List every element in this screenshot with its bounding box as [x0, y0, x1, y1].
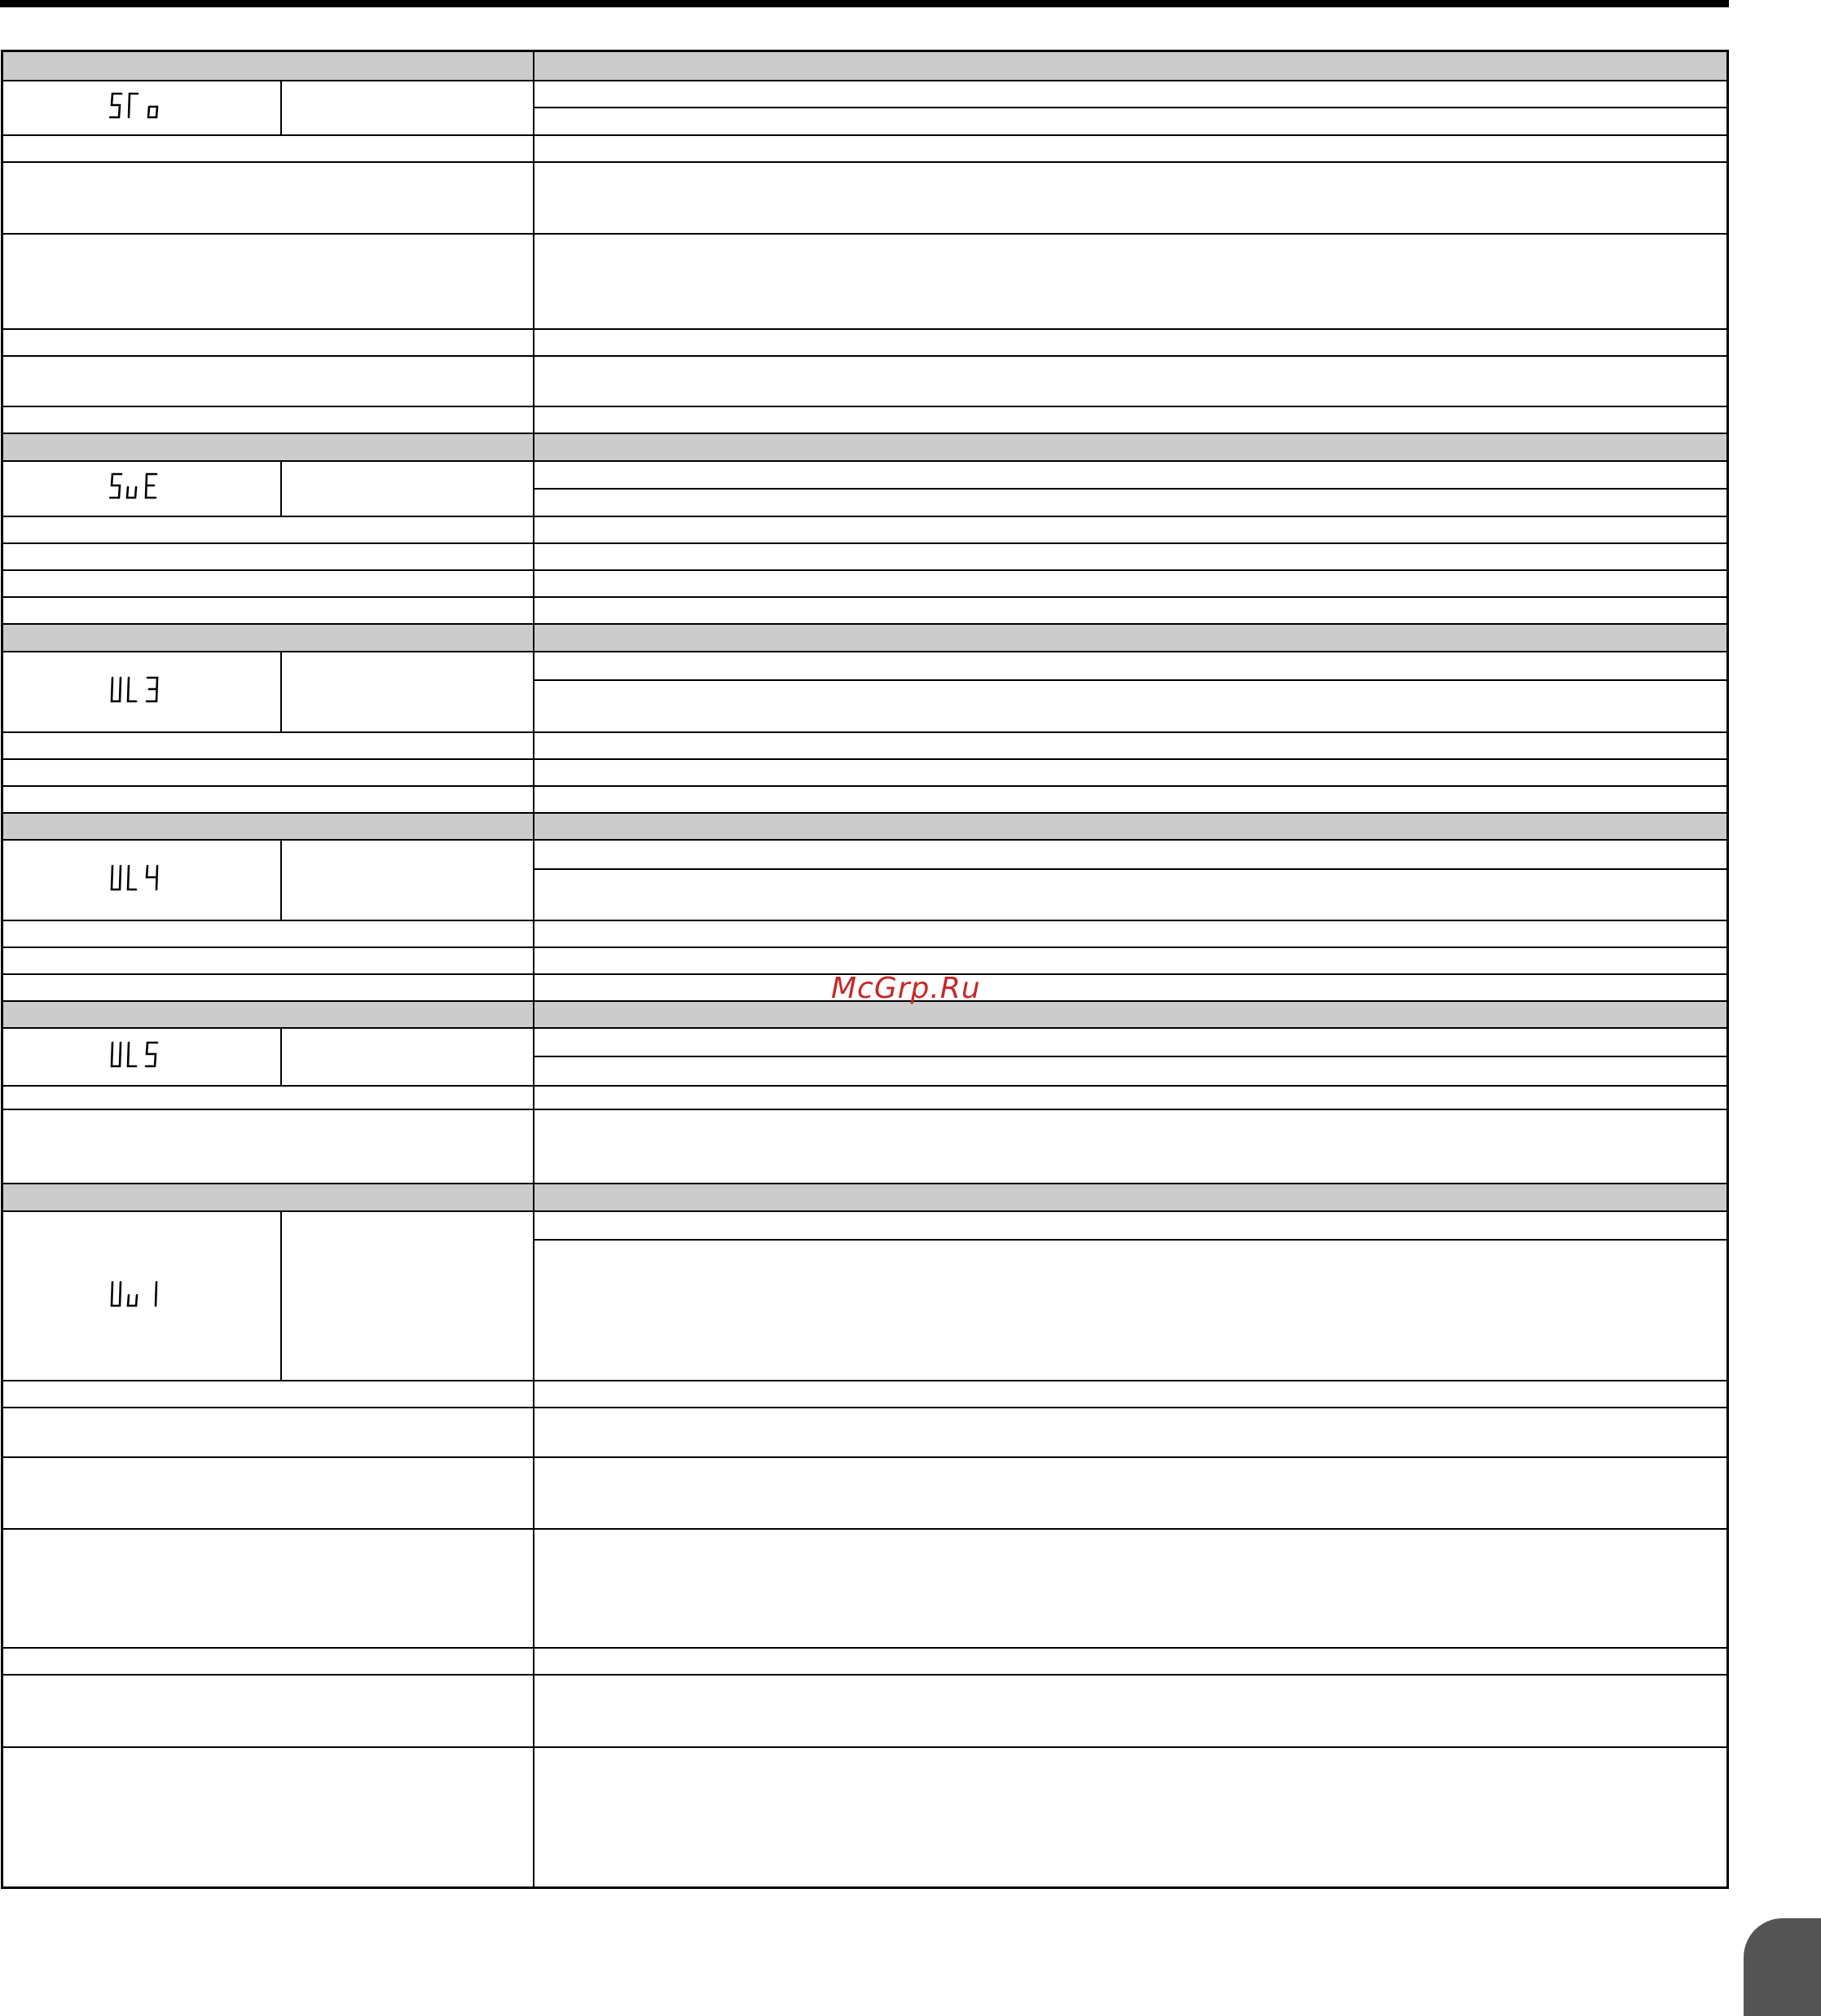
page-tab	[1744, 1918, 1821, 2016]
subrow-separator	[534, 868, 1726, 870]
header-band	[3, 52, 1726, 80]
code-cell-divider	[280, 840, 282, 920]
fault-code-sto-glyph	[109, 90, 174, 125]
row-separator	[3, 947, 1726, 948]
fault-code-sto	[3, 81, 280, 134]
row-separator	[3, 1674, 1726, 1676]
row-separator	[3, 596, 1726, 598]
row-separator	[3, 758, 1726, 760]
header-band	[3, 433, 1726, 461]
row-separator	[3, 1746, 1726, 1748]
fault-code-ul3	[3, 652, 280, 731]
row-separator	[3, 785, 1726, 787]
header-band	[3, 624, 1726, 652]
row-separator	[3, 542, 1726, 544]
row-separator	[3, 623, 1726, 625]
row-separator	[3, 161, 1726, 163]
row-separator	[3, 1109, 1726, 1110]
row-separator	[3, 731, 1726, 733]
header-band	[3, 812, 1726, 840]
row-separator	[3, 1456, 1726, 1458]
subrow-separator	[534, 679, 1726, 681]
fault-code-ul3-glyph	[109, 674, 174, 709]
row-separator	[3, 328, 1726, 330]
fault-code-ul5-glyph	[109, 1039, 174, 1074]
row-separator	[3, 233, 1726, 235]
row-separator	[3, 1647, 1726, 1649]
fault-code-ul4-glyph	[109, 863, 174, 897]
fault-code-ul4	[3, 840, 280, 920]
fault-code-ul5	[3, 1028, 280, 1085]
fault-code-sve	[3, 461, 280, 515]
row-separator	[3, 516, 1726, 517]
row-separator	[3, 1183, 1726, 1184]
header-band	[3, 1184, 1726, 1211]
subrow-separator	[534, 107, 1726, 108]
top-rule	[0, 0, 1729, 7]
code-cell-divider	[280, 81, 282, 135]
row-separator	[3, 406, 1726, 407]
code-cell-divider	[280, 652, 282, 731]
column-divider	[533, 52, 534, 1886]
row-separator	[3, 1407, 1726, 1408]
fault-code-uv1-glyph	[109, 1279, 174, 1313]
row-separator	[3, 569, 1726, 571]
code-cell-divider	[280, 1211, 282, 1380]
row-separator	[3, 1380, 1726, 1381]
subrow-separator	[534, 1239, 1726, 1241]
row-separator	[3, 355, 1726, 357]
code-cell-divider	[280, 461, 282, 516]
fault-code-uv1	[3, 1211, 280, 1380]
subrow-separator	[534, 488, 1726, 490]
row-separator	[3, 1085, 1726, 1087]
code-cell-divider	[280, 1028, 282, 1085]
row-separator	[3, 433, 1726, 434]
subrow-separator	[534, 1056, 1726, 1057]
watermark: McGrp.Ru	[831, 972, 981, 1005]
row-separator	[3, 920, 1726, 921]
row-separator	[3, 1528, 1726, 1530]
fault-code-sve-glyph	[109, 471, 174, 505]
fault-code-table	[1, 50, 1729, 1889]
row-separator	[3, 812, 1726, 814]
row-separator	[3, 134, 1726, 136]
